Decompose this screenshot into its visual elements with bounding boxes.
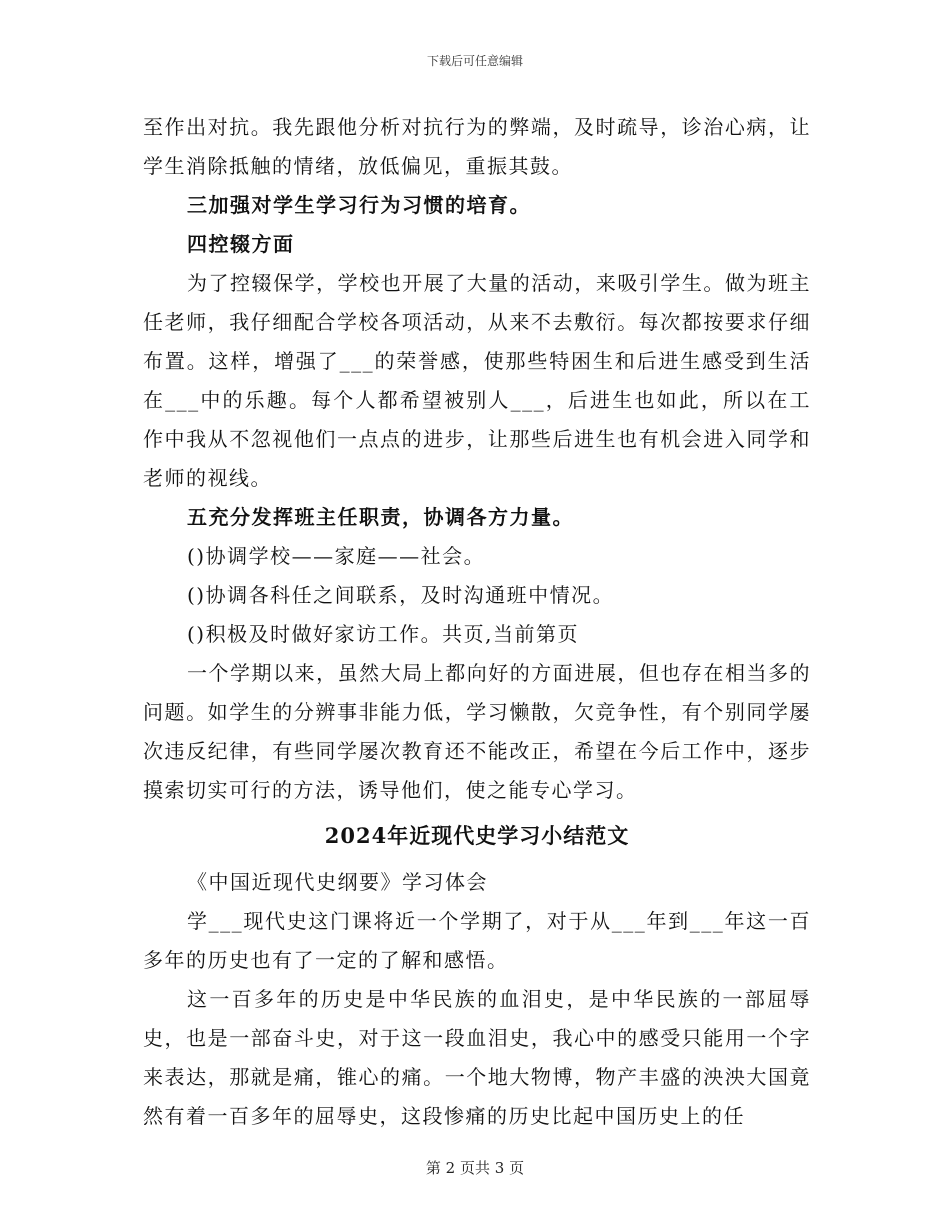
list-item: ()积极及时做好家访工作。共页,当前第页 [187, 622, 579, 646]
paragraph-summary: 一个学期以来，虽然大局上都向好的方面进展，但也存在相当多的问题。如学生的分辨事非能力低，学习懒散，欠竞争性，有个别同学屡次违反纪律，有些同学屡次教育还不能改正，希望在今后工作中，逐步摸索切实可行的方法，诱导他们，使之能专心学习。 [143, 661, 811, 802]
paragraph-subtitle: 《中国近现代史纲要》学习体会 [187, 870, 488, 894]
section-heading-4: 四控辍方面 [187, 232, 295, 256]
section-heading-3: 三加强对学生学习行为习惯的培育。 [187, 193, 531, 217]
paragraph-dropout-control: 为了控辍保学，学校也开展了大量的活动，来吸引学生。做为班主任老师，我仔细配合学校各项活动，从来不去敷衍。每次都按要求仔细布置。这样，增强了___的荣誉感，使那些特困生和后进生感受到生活在___中的乐趣。每个人都希望被别人___，后进生也如此，所以在工作中我从不忽视他们一点点的进步，让那些后进生也有机会进入同学和老师的视线。 [143, 271, 811, 490]
list-item: ()协调各科任之间联系，及时沟通班中情况。 [187, 583, 615, 607]
document-body [143, 108, 811, 1136]
section-title: 2024年近现代史学习小结范文 [324, 823, 630, 848]
paragraph-continued: 至作出对抗。我先跟他分析对抗行为的弊端，及时疏导，诊治心病，让学生消除抵触的情绪，放低偏见，重振其鼓。 [143, 115, 811, 178]
paragraph-history: 这一百多年的历史是中华民族的血泪史，是中华民族的一部屈辱史，也是一部奋斗史，对于这一段血泪史，我心中的感受只能用一个字来表达，那就是痛，锥心的痛。一个地大物博，物产丰盛的泱泱大国竟然有着一百多年的屈辱史，这段惨痛的历史比起中国历史上的任 [143, 987, 811, 1128]
list-item: ()协调学校——家庭——社会。 [187, 544, 486, 568]
page-header: 下载后可任意编辑 [426, 54, 523, 68]
section-heading-5: 五充分发挥班主任职责，协调各方力量。 [187, 505, 574, 529]
paragraph-intro: 学___现代史这门课将近一个学期了，对于从___年到___年这一百多年的历史也有了一定的了解和感悟。 [143, 909, 811, 972]
page-footer: 第 2 页共 3 页 [425, 1159, 525, 1177]
